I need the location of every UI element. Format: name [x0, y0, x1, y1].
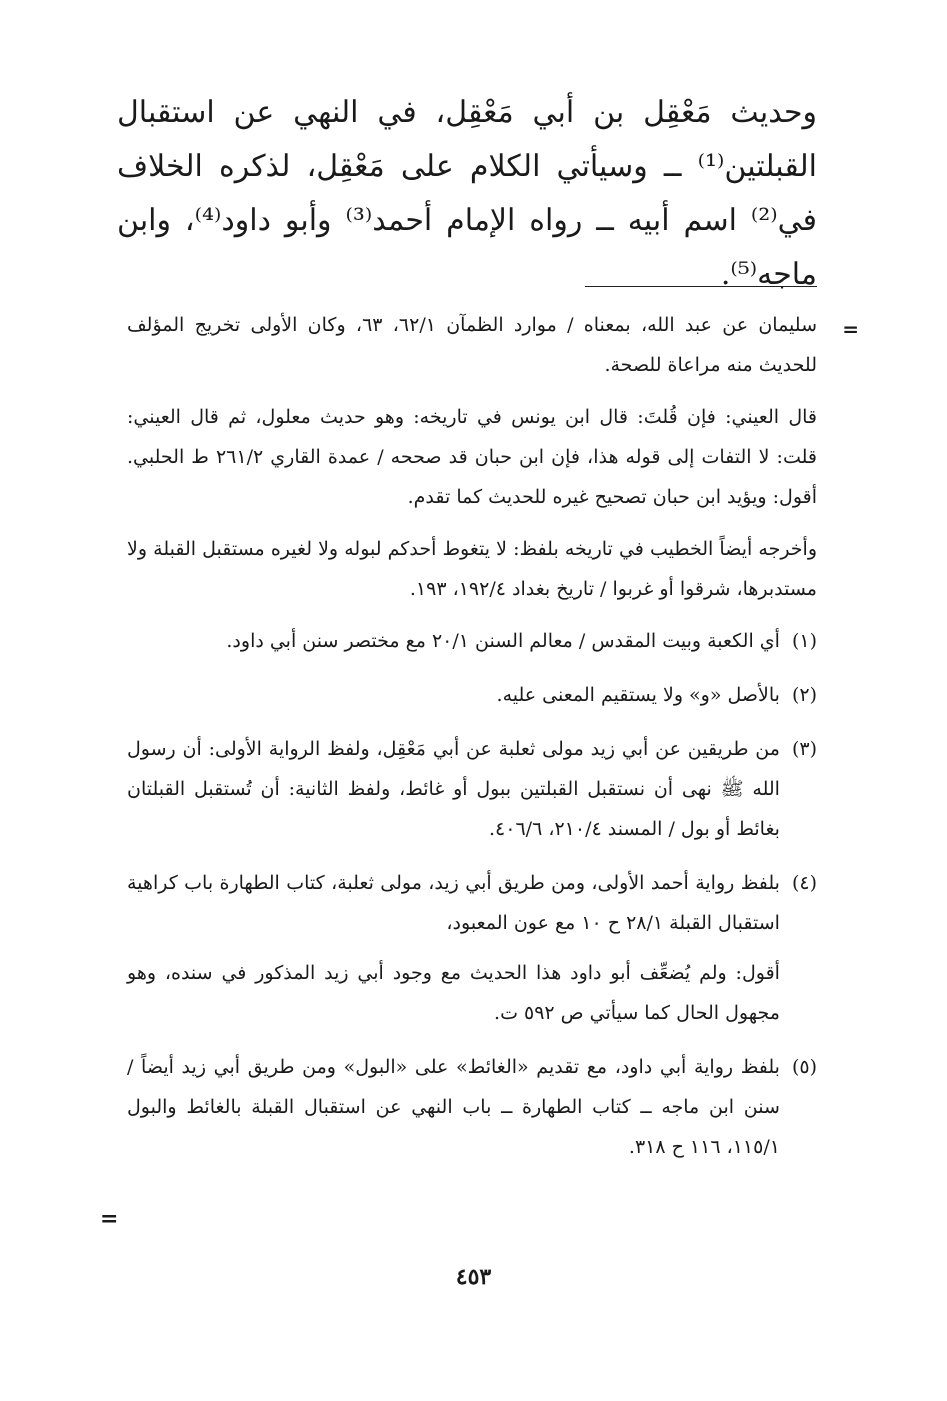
- main-text-block: [117, 86, 817, 302]
- continued-paragraph: قال العيني: فإن قُلتَ: قال ابن يونس في تاريخه: وهو حديث معلول، ثم قال العيني: قلت: لا التفات إلى قوله هذا، فإن ابن حبان قد صححه / عمدة القاري ٢٦١/٢ ط الحلبي. أقول: ويؤيد ابن حبان تصحيح غيره للحديث كما تقدم.: [127, 406, 817, 508]
- page-number: ٤٥٣: [455, 1264, 492, 1290]
- footnote-5: [127, 1047, 817, 1167]
- footnote-text: أقول: ولم يُضعِّف أبو داود هذا الحديث مع وجود أبي زيد المذكور في سنده، وهو مجهول الحال كما سيأتي ص ٥٩٢ ت.: [127, 962, 780, 1024]
- footnote-body: [127, 675, 780, 715]
- main-paragraph: وحديث مَعْقِل بن أبي مَعْقِل، في النهي عن استقبال القبلتين⁽¹⁾ ــ وسيأتي الكلام على مَعْقِل، لذكره الخلاف في⁽²⁾ اسم أبيه ــ رواه الإمام أحمد⁽³⁾ وأبو داود⁽⁴⁾، وابن ماجه⁽⁵⁾.: [117, 95, 817, 292]
- footnote-number: (١): [791, 630, 817, 652]
- footnote-text: بلفظ رواية أبي داود، مع تقديم «الغائط» على «البول» ومن طريق أبي زيد أيضاً / سنن ابن ماجه ــ كتاب الطهارة ــ باب النهي عن استقبال القبلة بالغائط والبول ١١٥/١، ١١٦ ح ٣١٨.: [127, 1056, 780, 1158]
- footnote-number: (٥): [791, 1056, 817, 1078]
- continued-paragraph: سليمان عن عبد الله، بمعناه / موارد الظمآن ٦٢/١، ٦٣، وكان الأولى تخريج المؤلف للحديث منه مراعاة للصحة.: [127, 314, 817, 376]
- footnote-text: بلفظ رواية أحمد الأولى، ومن طريق أبي زيد، مولى ثعلبة، كتاب الطهارة باب كراهية استقبال القبلة ٢٨/١ ح ١٠ مع عون المعبود،: [127, 872, 780, 934]
- footnote-4: [127, 863, 817, 1033]
- footnote-body: [127, 621, 780, 661]
- footnote-text: من طريقين عن أبي زيد مولى ثعلبة عن أبي مَعْقِل، ولفظ الرواية الأولى: أن رسول الله ﷺ نهى أن نستقبل القبلتين ببول أو غائط، ولفظ الثانية: أن تُستقبل القبلتان بغائط أو بول / المسند ٢١٠/٤، ٤٠٦/٦.: [127, 738, 780, 840]
- continuation-mark: =: [842, 317, 859, 341]
- footnote-number: (٢): [791, 684, 817, 706]
- footnote-1: [127, 621, 817, 661]
- footnote-2: [127, 675, 817, 715]
- footnote-number: (٤): [791, 872, 817, 894]
- footnote-text: بالأصل «و» ولا يستقيم المعنى عليه.: [496, 684, 780, 706]
- footnote-body: [127, 863, 780, 1033]
- continued-paragraph: وأخرجه أيضاً الخطيب في تاريخه بلفظ: لا يتغوط أحدكم لبوله ولا لغيره مستقبل القبلة ولا مستدبرها، شرقوا أو غربوا / تاريخ بغداد ١٩٢/٤، ١٩٣.: [127, 538, 817, 600]
- footnote-3: [127, 729, 817, 849]
- footnote-text: أي الكعبة وبيت المقدس / معالم السنن ٢٠/١ مع مختصر سنن أبي داود.: [226, 630, 780, 652]
- footnote-separator: [585, 286, 817, 287]
- continuation-end-mark: =: [100, 1206, 119, 1232]
- footnote-body: [127, 729, 780, 849]
- footnote-body: [127, 1047, 780, 1167]
- footnotes-area: [127, 305, 859, 1181]
- footnote-number: (٣): [791, 738, 817, 760]
